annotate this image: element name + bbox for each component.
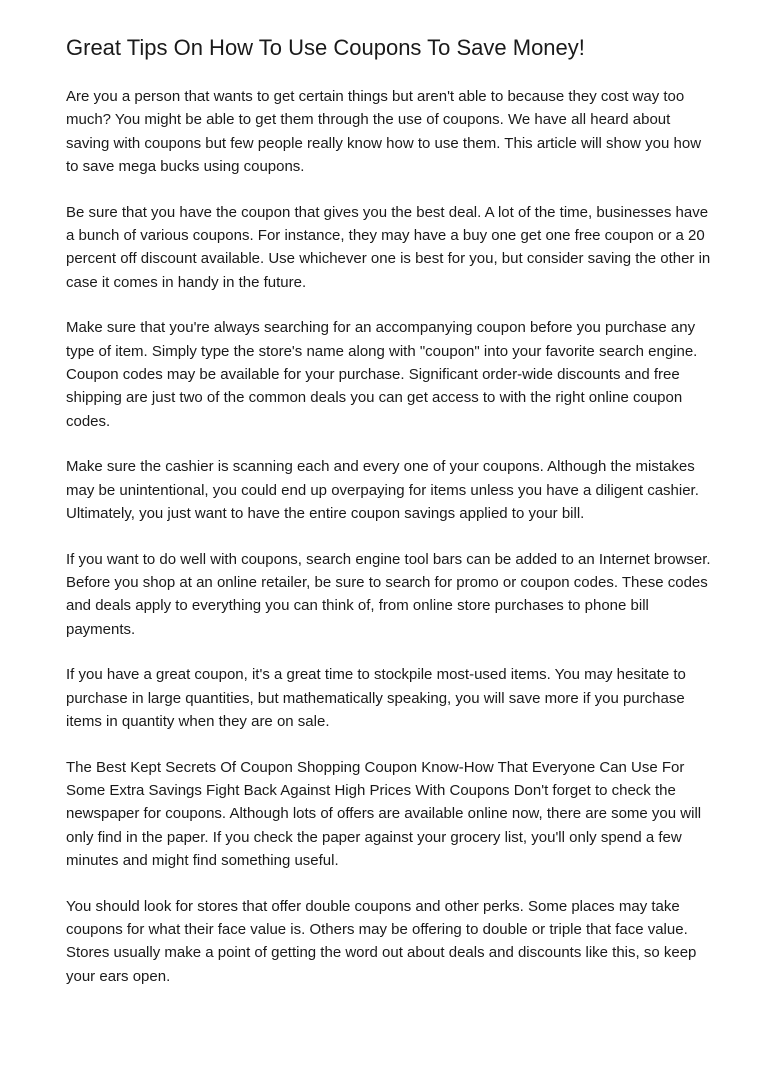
paragraph-search-coupon: Make sure that you're always searching for an accompanying coupon before you purchase any type of item. Simply type the store's name along with "coupon" into your favorite search engine. Coupon codes may be available for your purchase. Significant order-wide discounts and free shipping are just two of the common deals you can get access to with the right online coupon codes. [66, 319, 698, 430]
paragraph-toolbars: If you want to do well with coupons, search engine tool bars can be added to an Internet browser. Before you shop at an online retailer, be sure to search for promo or coupon codes. These codes and deals apply to everything you can think of, from online store purchases to phone bill payments. [66, 550, 711, 638]
paragraph-intro: Are you a person that wants to get certain things but aren't able to because they cost way too much? You might be able to get them through the use of coupons. We have all heard about saving with coupons but few people really know how to use them. This article will show you how to save mega bucks using coupons. [66, 88, 702, 175]
paragraph-stockpile: If you have a great coupon, it's a great time to stockpile most-used items. You may hesitate to purchase in large quantities, but mathematically speaking, you will save more if you purchase items in quantity when they are on sale. [66, 666, 686, 731]
document-title: Great Tips On How To Use Coupons To Save Money! [66, 35, 585, 60]
paragraph-newspaper: The Best Kept Secrets Of Coupon Shopping Coupon Know-How That Everyone Can Use For Some Extra Savings Fight Back Against High Prices With Coupons Don't forget to check the newspaper for coupons. Although lots of offers are available online now, there are some you will only find in the paper. If you check the paper against your grocery list, you'll only spend a few minutes and might find something useful. [66, 758, 702, 870]
paragraph-cashier: Make sure the cashier is scanning each and every one of your coupons. Although the mistakes may be unintentional, you could end up overpaying for items unless you have a diligent cashier. Ultimately, you just want to have the entire coupon savings applied to your bill. [66, 458, 699, 522]
paragraph-best-deal: Be sure that you have the coupon that gives you the best deal. A lot of the time, businesses have a bunch of various coupons. For instance, they may have a buy one get one free coupon or a 20 percent off discount available. Use whichever one is best for you, but consider saving the other in case it comes in handy in the future. [66, 203, 711, 291]
paragraph-double-coupons: You should look for stores that offer double coupons and other perks. Some places may take coupons for what their face value is. Others may be offering to double or triple that face value. Stores usually make a point of getting the word out about deals and discounts like this, so keep your ears open. [66, 897, 697, 985]
